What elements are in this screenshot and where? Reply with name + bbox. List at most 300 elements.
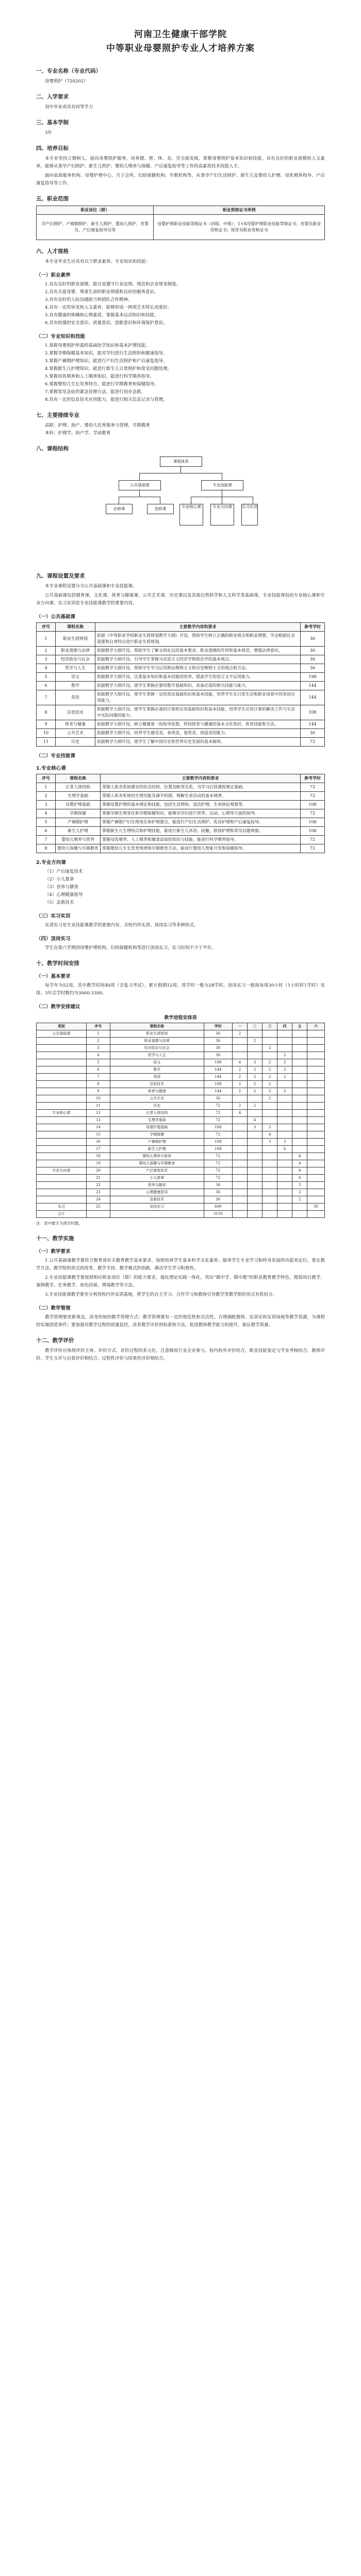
goal-paragraph-2: 面向家政服务机构、母婴护理中心、月子会所、妇幼保健机构、早教机构等，从事孕产妇生活照护、新生儿及婴幼儿护理、母乳喂养指导、产后康复指导等工作。	[36, 173, 325, 186]
table-cell: 72	[301, 844, 325, 853]
courses-sub-core: 1.专业核心课	[36, 766, 66, 771]
table-cell	[37, 1038, 87, 1045]
table-row	[37, 836, 325, 844]
table-cell: 依据教学大纲开设，使学生了解中国历史和世界历史发展的基本脉络。	[95, 738, 301, 747]
table-cell: 历史	[56, 738, 95, 747]
table-cell	[37, 1045, 87, 1052]
table-cell: 2	[277, 1074, 292, 1081]
table-cell: 22	[86, 1182, 110, 1189]
section-heading-major: 一、专业名称（专业代码）	[36, 68, 101, 74]
table-cell: 婴幼儿保健与早期教育	[56, 844, 101, 853]
table-cell	[262, 1103, 277, 1110]
table-cell: 10	[37, 729, 56, 738]
table-header: 二	[247, 1023, 262, 1030]
table-row	[37, 1059, 325, 1066]
table-cell: 2	[292, 1182, 307, 1189]
section-heading-schedule: 十、教学时间安排	[36, 960, 79, 967]
table-cell	[247, 1189, 262, 1196]
table-cell: 72	[204, 1110, 232, 1117]
table-cell: 语文	[110, 1059, 204, 1066]
table-cell: 1	[86, 1030, 110, 1038]
table-row	[37, 720, 325, 729]
table-cell	[247, 1146, 262, 1153]
table-cell: 2	[262, 1059, 277, 1066]
list-item: 6.掌握婴幼儿生长发育特点，能进行早期教育和保健指导。	[45, 382, 159, 387]
list-item: 1.掌握母婴照护所需的基础医学知识和基本护理技能。	[45, 343, 150, 348]
table-row	[37, 1066, 325, 1074]
table-cell	[307, 1131, 325, 1139]
table-cell	[292, 1146, 307, 1153]
table-cell: 公共艺术	[56, 729, 95, 738]
career-table-header-2: 职业资格证书举例	[154, 206, 325, 215]
table-row	[37, 1204, 325, 1211]
table-cell: 20	[86, 1167, 110, 1175]
table-header: 序号	[37, 774, 56, 783]
table-cell	[232, 1038, 247, 1045]
table-cell: 孕期保健	[56, 809, 101, 818]
table-cell	[307, 1110, 325, 1117]
table-cell: 17	[86, 1146, 110, 1153]
table-cell	[262, 1160, 277, 1167]
evaluation-paragraph: 教学评价应体现评价主体、评价方式、评价过程的多元化，注意吸收行业企业参与。校内校外评价结合，职业技能鉴定与学业考核结合，教师评价、学生互评与自我评价相结合，过程性评价与结果性评价相结合。	[36, 1348, 325, 1361]
section-text-admission: 初中毕业或具有同等学力	[45, 105, 93, 110]
table-cell: 2	[262, 1045, 277, 1052]
flow-node-practice: 实习实训	[241, 504, 258, 526]
table-cell	[232, 1095, 247, 1103]
table-cell: 公共基础课	[37, 1030, 87, 1038]
table-row	[37, 1211, 325, 1218]
document-title-line1: 河南卫生健康干部学院	[134, 29, 227, 40]
table-cell: 108	[204, 1124, 232, 1131]
table-cell	[247, 1131, 262, 1139]
table-cell: 3	[277, 1139, 292, 1146]
table-cell	[292, 1103, 307, 1110]
table-cell	[232, 1052, 247, 1059]
table-row	[37, 1095, 325, 1103]
table-cell	[86, 1211, 110, 1218]
table-cell	[247, 1204, 262, 1211]
table-cell	[292, 1074, 307, 1081]
table-cell: 2	[37, 647, 56, 655]
table-cell	[232, 1196, 247, 1204]
practice-intro: 实训实习是专业技能课教学的重要内容，含校内外实训、顶岗实习等多种形式。	[45, 923, 199, 928]
schedule-sub-plan: （二）教学安排建议	[36, 1004, 80, 1010]
table-cell	[247, 1139, 262, 1146]
list-item: （1）产后康复技术	[45, 869, 83, 874]
table-cell	[37, 1081, 87, 1088]
table-cell: 2	[292, 1196, 307, 1204]
table-cell: 孕期保健	[110, 1131, 204, 1139]
table-cell: 婴幼儿保健与早期教育	[110, 1160, 204, 1167]
table-cell	[277, 1182, 292, 1189]
table-row	[37, 682, 325, 690]
list-item: （4）心理健康指导	[45, 892, 83, 897]
table-cell: 掌握产褥期产妇生理变化和护理要点，能进行产妇生活照护、乳房护理和产后康复指导。	[101, 818, 301, 827]
table-cell	[262, 1038, 277, 1045]
table-cell: 语文	[56, 673, 95, 682]
table-cell: 11	[37, 738, 56, 747]
table-cell: 198	[204, 1059, 232, 1066]
list-item: 6.具有较强的安全意识、质量意识、创新意识和环境保护意识。	[45, 320, 168, 326]
table-cell: 婴幼儿喂养与营养	[110, 1153, 204, 1160]
table-row	[37, 1110, 325, 1117]
table-cell: 英语	[56, 690, 95, 705]
table-cell	[232, 1139, 247, 1146]
table-row	[37, 1045, 325, 1052]
table-cell	[307, 1196, 325, 1204]
table-row	[37, 1189, 325, 1196]
table-cell: 2	[247, 1066, 262, 1074]
list-item: （2）小儿推拿	[45, 877, 74, 882]
table-cell	[37, 1139, 87, 1146]
table-cell: 1	[37, 632, 56, 647]
table-cell: 2	[247, 1074, 262, 1081]
table-cell: 72	[204, 1167, 232, 1175]
table-cell: 掌握婴幼儿生长发育规律和早期教育方法，能进行婴幼儿智能开发和保健指导。	[101, 844, 301, 853]
table-cell	[307, 1139, 325, 1146]
table-row	[37, 1160, 325, 1167]
table-cell	[307, 1059, 325, 1066]
table-cell	[292, 1131, 307, 1139]
table-cell: 2	[247, 1103, 262, 1110]
direction-list	[36, 868, 325, 907]
table-cell: 2	[262, 1088, 277, 1095]
table-cell	[292, 1117, 307, 1124]
table-row	[37, 801, 325, 809]
table-cell	[277, 1117, 292, 1124]
table-cell: 4	[292, 1153, 307, 1160]
table-cell	[307, 1167, 325, 1175]
table-cell: 掌握人体各系统器官的形态结构、位置及毗邻关系，为学习后续课程奠定基础。	[101, 783, 301, 792]
document-title-block	[36, 27, 325, 54]
list-item: 4.具有一定的审美和人文素养，能够形成一两项艺术特长或爱好。	[45, 305, 172, 310]
spec-sub-quality: （一）职业素养	[36, 273, 71, 278]
table-row	[37, 1038, 325, 1045]
table-cell: 24	[86, 1196, 110, 1204]
table-cell	[262, 1110, 277, 1117]
table-cell	[37, 1059, 87, 1066]
table-cell	[277, 1030, 292, 1038]
table-cell	[37, 1095, 87, 1103]
table-row	[37, 1117, 325, 1124]
table-cell: 6	[37, 682, 56, 690]
table-row	[37, 1103, 325, 1110]
table-row	[37, 1074, 325, 1081]
table-cell	[37, 1196, 87, 1204]
table-cell: 信息技术	[110, 1081, 204, 1088]
table-cell: 6	[86, 1066, 110, 1074]
table-cell	[292, 1095, 307, 1103]
table-cell: 3	[262, 1139, 277, 1146]
table-cell: 72	[204, 1153, 232, 1160]
table-cell: 72	[204, 1160, 232, 1167]
table-cell: 2	[232, 1074, 247, 1081]
table-cell: 108	[301, 801, 325, 809]
table-cell: 2	[247, 1088, 262, 1095]
table-cell: 正常人体结构	[110, 1110, 204, 1117]
table-cell: 6	[277, 1146, 292, 1153]
table-cell: 数学	[56, 682, 95, 690]
table-cell: 经济政治与社会	[110, 1045, 204, 1052]
table-cell: 职业生涯规划	[110, 1030, 204, 1038]
table-cell: 哲学与人生	[110, 1052, 204, 1059]
table-cell: 依据教学大纲开设，使学生掌握一定的英语基础知识和基本技能，培养学生在日常生活和职业场景中的英语应用能力。	[95, 690, 301, 705]
table-cell	[307, 1081, 325, 1088]
table-cell: 108	[204, 1139, 232, 1146]
section-heading-career: 五、职业范围	[36, 196, 69, 202]
table-cell	[277, 1110, 292, 1117]
table-cell: 公共艺术	[110, 1095, 204, 1103]
table-cell: 4	[247, 1117, 262, 1124]
table-cell: 掌握人体各系统的生理功能及调节机制，理解生命活动的基本规律。	[101, 792, 301, 801]
plan-table-caption: 教学进程安排表	[164, 1015, 197, 1021]
table-cell: 专业方向课	[37, 1167, 87, 1175]
table-cell	[307, 1052, 325, 1059]
table-cell	[247, 1211, 262, 1218]
table-cell: 依据教学大纲开设，使学生掌握必要的数学基础知识，具备必需的相关技能与能力。	[95, 682, 301, 690]
table-cell: 2	[37, 792, 56, 801]
table-cell: 2	[277, 1059, 292, 1066]
table-cell: 生理学基础	[56, 792, 101, 801]
table-cell: 3150	[204, 1211, 232, 1218]
table-cell: 144	[301, 690, 325, 705]
table-row	[37, 673, 325, 682]
table-cell	[277, 1175, 292, 1182]
table-cell	[277, 1153, 292, 1160]
table-cell	[277, 1124, 292, 1131]
table-row	[37, 1175, 325, 1182]
table-cell: 4	[232, 1110, 247, 1117]
table-cell	[37, 1052, 87, 1059]
table-cell: 36	[301, 632, 325, 647]
list-item: 7.掌握常见急症的紧急处理方法，能进行初步急救。	[45, 389, 146, 395]
table-row	[37, 1196, 325, 1204]
table-cell	[277, 1211, 292, 1218]
table-cell	[277, 1196, 292, 1204]
flow-node-required: 必修课	[106, 504, 133, 514]
flow-root: 课程体系	[160, 456, 202, 467]
schedule-sub-basic: （一）基本要求	[36, 974, 71, 979]
table-cell	[307, 1160, 325, 1167]
table-cell: 正常人体结构	[56, 783, 101, 792]
courses-sub-internship: （四）顶岗实习	[36, 936, 71, 942]
table-cell: 72	[301, 783, 325, 792]
career-table-header-1: 职业岗位（群）	[37, 206, 154, 215]
table-cell	[262, 1182, 277, 1189]
table-cell	[277, 1204, 292, 1211]
table-header: 六	[307, 1023, 325, 1030]
table-cell	[277, 1189, 292, 1196]
table-cell	[292, 1211, 307, 1218]
table-row	[37, 705, 325, 720]
section-heading-evaluation: 十二、教学评价	[36, 1337, 74, 1344]
table-cell	[262, 1204, 277, 1211]
courses-sub-practice: （三）实习实训	[36, 913, 71, 919]
table-header: 四	[277, 1023, 292, 1030]
table-cell: 依据教学大纲开设，帮助学生学习运用辩证唯物主义和历史唯物主义的观点和方法。	[95, 664, 301, 673]
table-row	[37, 655, 325, 664]
table-cell: 72	[204, 1175, 232, 1182]
table-header: 序号	[37, 623, 56, 632]
section-heading-duration: 三、基本学制	[36, 120, 69, 126]
table-cell	[232, 1146, 247, 1153]
list-item: 5.具有健康的体魄和心理素质，掌握基本运动知识和技能。	[45, 313, 159, 318]
table-cell	[277, 1160, 292, 1167]
spec-sub-skills: （二）专业知识和技能	[36, 334, 86, 340]
table-cell: 数学	[110, 1066, 204, 1074]
table-cell: 2	[232, 1103, 247, 1110]
table-cell: 600	[204, 1204, 232, 1211]
table-cell: 108	[204, 1146, 232, 1153]
table-cell	[232, 1153, 247, 1160]
table-cell: 16	[86, 1139, 110, 1146]
table-cell	[37, 1160, 87, 1167]
table-cell	[292, 1066, 307, 1074]
table-cell	[247, 1196, 262, 1204]
table-cell	[307, 1175, 325, 1182]
table-cell	[262, 1117, 277, 1124]
table-row	[37, 1182, 325, 1189]
table-cell: 2	[232, 1066, 247, 1074]
table-cell: 母婴护理基础	[110, 1124, 204, 1131]
table-cell	[232, 1204, 247, 1211]
table-row	[37, 783, 325, 792]
table-cell: 8	[37, 705, 56, 720]
table-cell: 72	[301, 738, 325, 747]
table-header: 类别	[37, 1023, 87, 1030]
table-cell: 5	[86, 1059, 110, 1066]
goal-paragraph-1: 本专业坚持立德树人，面向母婴照护服务，培养德、智、体、美、劳全面发展，掌握母婴照护基本知识和技能，具有良好的职业道德和人文素养，能够从事孕产妇照护、新生儿照护、婴幼儿喂养与保健、产后康复指导等工作的高素质技术技能人才。	[36, 156, 325, 169]
table-cell: 72	[301, 836, 325, 844]
table-cell	[292, 1038, 307, 1045]
table-cell	[262, 1153, 277, 1160]
flow-node-elective: 选修课	[147, 504, 174, 514]
table-cell	[277, 1081, 292, 1088]
table-cell	[232, 1045, 247, 1052]
table-cell: 依据教学大纲开设，帮助学生了解文明礼仪的基本要求、职业道德的作用和基本规范，增强法律意识。	[95, 647, 301, 655]
table-cell	[292, 1204, 307, 1211]
table-cell: 36	[204, 1052, 232, 1059]
table-cell	[307, 1103, 325, 1110]
table-cell: 新生儿护理	[110, 1146, 204, 1153]
list-item: 2.具有关爱母婴、尊重生命的职业情感和良好的服务意识。	[45, 290, 159, 295]
table-cell	[37, 1153, 87, 1160]
table-cell	[277, 1167, 292, 1175]
table-cell: 顶岗实习	[110, 1204, 204, 1211]
table-cell: 英语	[110, 1074, 204, 1081]
table-cell: 专业核心课	[37, 1110, 87, 1117]
section-heading-structure: 八、课程结构	[36, 446, 69, 452]
table-cell: 实习	[37, 1204, 87, 1211]
table-cell	[262, 1175, 277, 1182]
flow-node-direction: 专业方向课	[210, 504, 234, 526]
implementation-paragraph-3: 3.专业技能课教学要充分利用校内外实训基地，将学生的自主学习、合作学习和教师引导教学等教学组织形式有机结合。	[45, 1292, 277, 1297]
table-cell: 18	[86, 1153, 110, 1160]
table-header: 课程名称	[110, 1023, 204, 1030]
table-cell: 3	[262, 1124, 277, 1131]
teaching-plan-table	[36, 1023, 325, 1218]
table-cell: 2	[277, 1052, 292, 1059]
table-cell: 2	[262, 1081, 277, 1088]
table-cell	[37, 1189, 87, 1196]
table-cell	[247, 1045, 262, 1052]
table-cell	[307, 1117, 325, 1124]
table-cell: 哲学与人生	[56, 664, 95, 673]
list-item: （5）急救技术	[45, 900, 74, 905]
table-cell	[37, 1131, 87, 1139]
table-header: 学时	[204, 1023, 232, 1030]
table-cell: 144	[301, 720, 325, 729]
table-cell	[232, 1131, 247, 1139]
table-row	[37, 1081, 325, 1088]
table-cell	[247, 1110, 262, 1117]
table-cell	[307, 1038, 325, 1045]
table-row	[37, 690, 325, 705]
table-cell: 3	[37, 801, 56, 809]
table-cell	[232, 1211, 247, 1218]
table-cell: 9	[37, 720, 56, 729]
implementation-sub-requirements: （一）教学要求	[36, 1249, 71, 1255]
table-cell: 经济政治与社会	[56, 655, 95, 664]
table-cell	[232, 1124, 247, 1131]
table-cell	[307, 1182, 325, 1189]
table-cell	[307, 1066, 325, 1074]
table-cell	[292, 1110, 307, 1117]
section-heading-goal: 四、培养目标	[36, 145, 69, 151]
table-cell: 108	[301, 827, 325, 836]
table-cell	[247, 1182, 262, 1189]
table-cell	[292, 1052, 307, 1059]
section-heading-continuation: 七、主要接续专业	[36, 412, 79, 418]
table-cell: 新生儿护理	[56, 827, 101, 836]
table-cell: 11	[86, 1103, 110, 1110]
table-cell: 3	[37, 655, 56, 664]
table-cell: 36	[204, 1038, 232, 1045]
table-cell: 3	[86, 1045, 110, 1052]
skills-list	[36, 342, 325, 404]
table-cell: 2	[262, 1066, 277, 1074]
table-cell: 2	[232, 1030, 247, 1038]
table-cell	[262, 1167, 277, 1175]
table-cell: 198	[301, 673, 325, 682]
table-row	[37, 1131, 325, 1139]
table-cell	[292, 1030, 307, 1038]
career-table	[36, 206, 325, 240]
table-cell: 2	[232, 1081, 247, 1088]
table-row	[37, 738, 325, 747]
table-cell: 13	[86, 1117, 110, 1124]
table-cell: 10	[86, 1095, 110, 1103]
section-heading-spec: 六、人才规格	[36, 248, 69, 255]
table-cell: 19	[86, 1160, 110, 1167]
table-cell: 7	[86, 1074, 110, 1081]
table-cell: 7	[37, 836, 56, 844]
table-cell	[247, 1030, 262, 1038]
table-cell: 25	[86, 1204, 110, 1211]
spec-intro: 本专业毕业生应具有以下职业素养、专业知识和技能：	[45, 259, 151, 264]
table-cell	[307, 1189, 325, 1196]
table-row	[37, 1139, 325, 1146]
section-heading-implementation: 十一、教学实施	[36, 1235, 74, 1242]
table-cell	[307, 1045, 325, 1052]
table-cell: 依据教学大纲开设，培养学生感受美、表现美、鉴赏美、创造美的能力。	[95, 729, 301, 738]
table-cell: 108	[301, 818, 325, 827]
table-cell: 4	[262, 1131, 277, 1139]
table-cell: 9	[86, 1088, 110, 1095]
table-cell: 72	[204, 1131, 232, 1139]
table-cell: 掌握孕期生理变化和孕期保健知识，能够对孕妇进行营养、运动、心理等方面的指导。	[101, 809, 301, 818]
table-cell	[247, 1167, 262, 1175]
